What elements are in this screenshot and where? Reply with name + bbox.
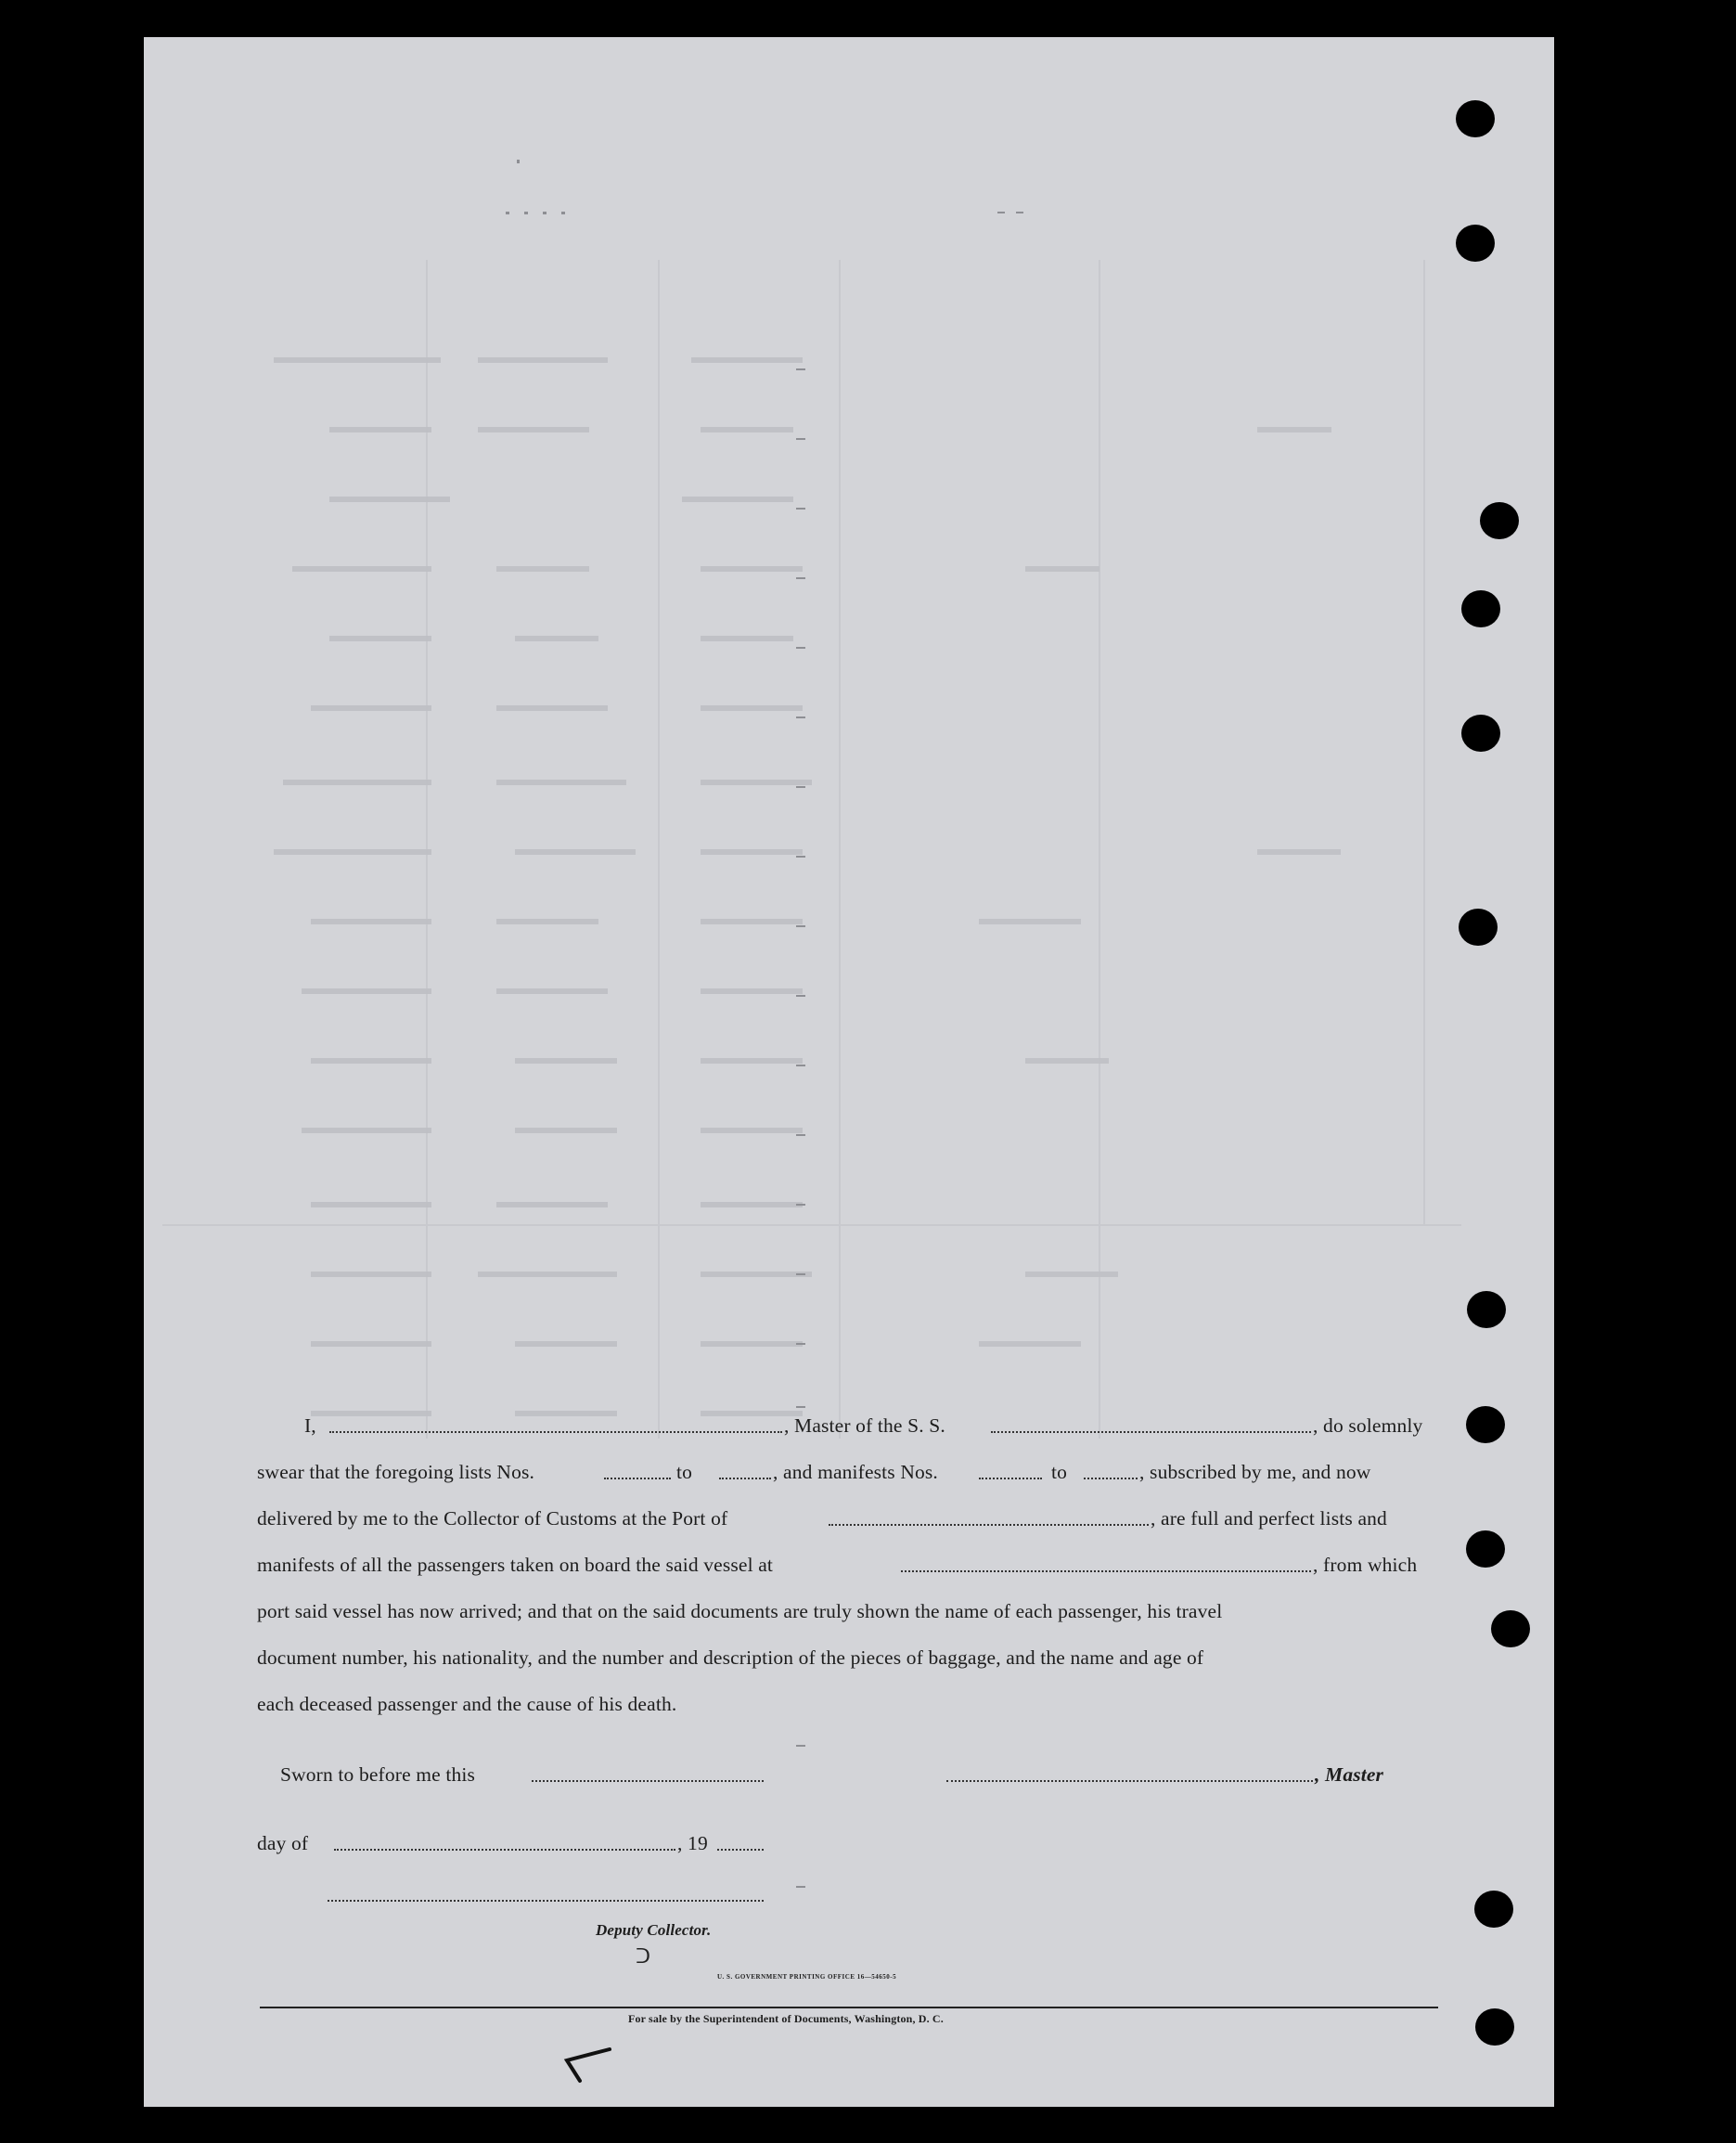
oath-solemnly: , do solemnly <box>1313 1414 1423 1437</box>
oath-line-5: port said vessel has now arrived; and that on the said documents are truly shown the name of each passenger, his travel <box>257 1600 1223 1622</box>
port-of-arrival-blank[interactable] <box>829 1507 1149 1526</box>
punch-hole <box>1456 100 1495 137</box>
oath-to-1: to <box>676 1461 693 1483</box>
ship-name-blank[interactable] <box>991 1414 1311 1433</box>
oath-manifests-text: , and manifests Nos. <box>773 1461 938 1483</box>
oath-i-label: I, <box>304 1414 316 1437</box>
bleed-through-table <box>144 37 1554 2107</box>
punch-hole <box>1456 225 1495 262</box>
punch-hole <box>1467 1291 1506 1328</box>
oath-swear-text: swear that the foregoing lists Nos. <box>257 1461 535 1483</box>
sworn-label: Sworn to before me this <box>280 1763 476 1786</box>
day-of-blank[interactable] <box>334 1832 675 1851</box>
pen-check-mark <box>552 2042 626 2088</box>
punch-hole <box>1466 1530 1505 1568</box>
list-from-blank[interactable] <box>604 1461 671 1479</box>
punch-hole <box>1466 1406 1505 1443</box>
oath-subscribed-text: , subscribed by me, and now <box>1139 1461 1371 1483</box>
print-code: U. S. GOVERNMENT PRINTING OFFICE 16—54650-5 <box>717 1973 897 1981</box>
oath-from-which: , from which <box>1313 1554 1418 1576</box>
punch-hole <box>1474 1891 1513 1928</box>
pencil-mark: ᑐ <box>636 1944 651 1968</box>
oath-to-2: to <box>1051 1461 1068 1483</box>
master-name-blank[interactable] <box>329 1414 782 1433</box>
oath-full-perfect-text: , are full and perfect lists and <box>1151 1507 1387 1530</box>
oath-line-6: document number, his nationality, and the number and description of the pieces of baggage, and the name and age of <box>257 1646 1204 1669</box>
oath-delivered-text: delivered by me to the Collector of Customs at the Port of <box>257 1507 728 1530</box>
master-signature-blank[interactable] <box>946 1763 1313 1782</box>
punch-hole <box>1475 2008 1514 2046</box>
punch-hole <box>1461 715 1500 752</box>
punch-hole <box>1461 590 1500 627</box>
oath-line-7: each deceased passenger and the cause of his death. <box>257 1693 677 1715</box>
punch-hole <box>1459 909 1498 946</box>
sale-note: For sale by the Superintendent of Documents, Washington, D. C. <box>628 2012 944 2025</box>
day-of-label: day of <box>257 1832 309 1854</box>
oath-master-label: , Master of the S. S. <box>784 1414 945 1437</box>
list-to-blank[interactable] <box>719 1461 771 1479</box>
master-label: , Master <box>1315 1763 1384 1786</box>
punch-hole <box>1480 502 1519 539</box>
year-prefix: , 19 <box>677 1832 708 1854</box>
footer-rule <box>260 2007 1438 2008</box>
manifest-from-blank[interactable] <box>979 1461 1042 1479</box>
punch-hole <box>1491 1610 1530 1647</box>
manifest-to-blank[interactable] <box>1084 1461 1138 1479</box>
deputy-signature-blank[interactable] <box>328 1900 764 1902</box>
port-of-departure-blank[interactable] <box>901 1554 1311 1572</box>
manifest-page <box>144 37 1554 2107</box>
oath-manifests-all-text: manifests of all the passengers taken on board the said vessel at <box>257 1554 774 1576</box>
year-blank[interactable] <box>717 1832 764 1851</box>
deputy-collector-label: Deputy Collector. <box>596 1921 712 1939</box>
sworn-date-blank[interactable] <box>532 1763 764 1782</box>
